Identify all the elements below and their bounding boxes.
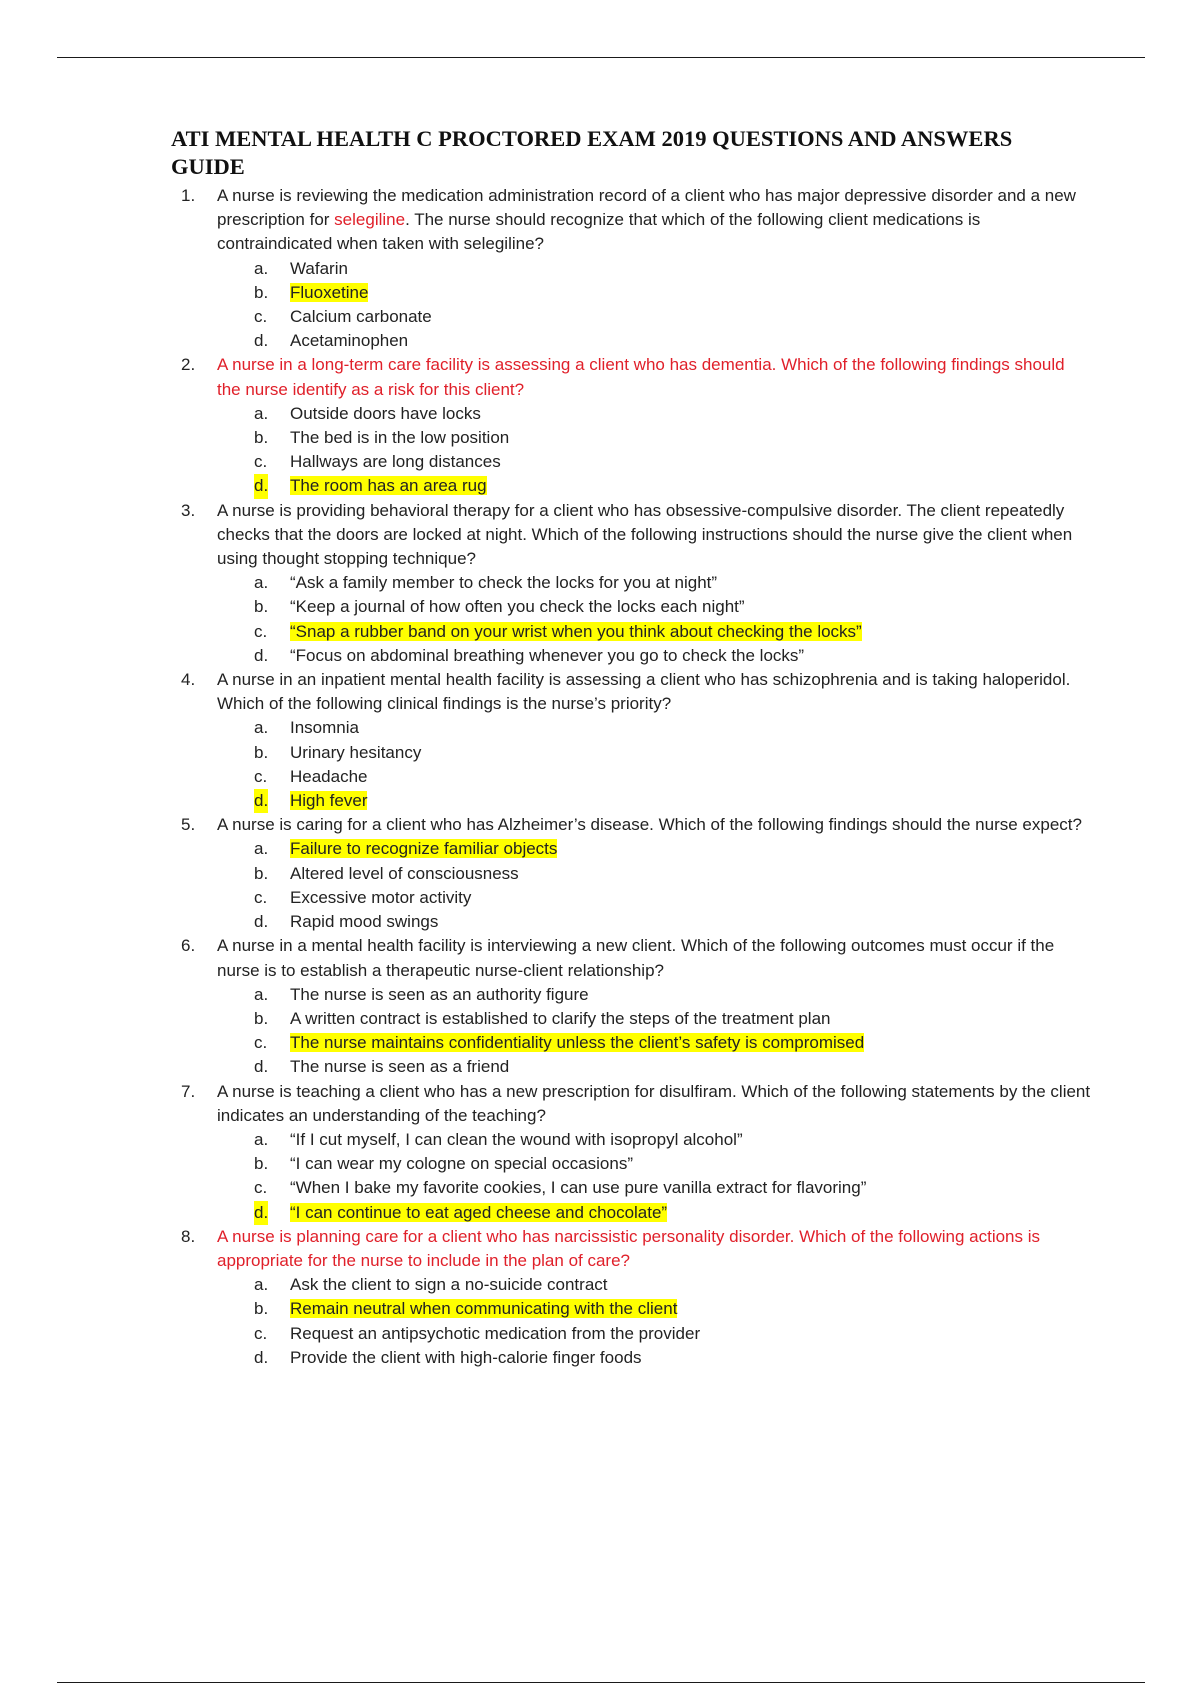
option-a: a. Insomnia xyxy=(254,718,359,738)
question-number: 2. xyxy=(181,355,196,375)
answer-highlight: Failure to recognize familiar objects xyxy=(290,839,558,859)
answer-highlight: Fluoxetine xyxy=(290,282,369,302)
option-list xyxy=(217,837,1091,934)
option-list xyxy=(217,1273,1091,1370)
option-b: b. Urinary hesitancy xyxy=(254,742,422,762)
question-number: 7. xyxy=(181,1081,196,1101)
option-b: b. “Keep a journal of how often you check the locks each night” xyxy=(254,597,745,617)
option-b: b. A written contract is established to clarify the steps of the treatment plan xyxy=(254,1008,831,1028)
highlighted-drug-name: selegiline xyxy=(334,210,406,230)
question-stem: A nurse in a mental health facility is interviewing a new client. Which of the following outcomes must occur if the nurse is to establish a therapeutic nurse-client relationship? xyxy=(217,936,1055,980)
option-d: d. The room has an area rug xyxy=(171,474,1091,498)
option-b: b. Remain neutral when communicating with the client xyxy=(254,1299,678,1319)
option-c: c. Excessive motor activity xyxy=(254,887,472,907)
top-rule xyxy=(57,57,1145,58)
option-a: a. Outside doors have locks xyxy=(254,403,481,423)
option-c: c. Calcium carbonate xyxy=(254,307,432,327)
option-a: a. The nurse is seen as an authority figure xyxy=(254,984,589,1004)
question-5 xyxy=(171,813,1091,934)
question-stem: A nurse is providing behavioral therapy for a client who has obsessive-compulsive disorder. The client repeatedly checks that the doors are locked at night. Which of the following instructions should the nurse give the client when using thought stopping technique? xyxy=(217,500,1073,569)
option-c: c. Headache xyxy=(254,766,368,786)
document-body xyxy=(171,125,1091,1370)
option-d: d. The nurse is seen as a friend xyxy=(254,1057,510,1077)
question-8 xyxy=(171,1225,1091,1370)
option-list xyxy=(217,1128,1091,1225)
question-stem: A nurse in an inpatient mental health facility is assessing a client who has schizophrenia and is taking haloperidol. Which of the following clinical findings is the nurse’s priority? xyxy=(217,670,1071,714)
question-6 xyxy=(171,934,1091,1079)
option-d: d. High fever xyxy=(171,789,1091,813)
question-stem: A nurse is caring for a client who has Alzheimer’s disease. Which of the following findings should the nurse expect? xyxy=(217,815,1082,835)
question-number: 1. xyxy=(181,186,196,205)
option-b: b. The bed is in the low position xyxy=(254,428,510,448)
question-2 xyxy=(171,353,1091,498)
option-d: d. “I can continue to eat aged cheese and chocolate” xyxy=(171,1201,1091,1225)
option-a: a. Ask the client to sign a no-suicide contract xyxy=(254,1275,608,1295)
option-d: d. Provide the client with high-calorie finger foods xyxy=(254,1347,642,1367)
option-b: b. Fluoxetine xyxy=(254,282,369,302)
question-number: 8. xyxy=(181,1226,196,1246)
question-number: 6. xyxy=(181,936,196,956)
option-b: b. “I can wear my cologne on special occasions” xyxy=(254,1154,633,1174)
question-number: 5. xyxy=(181,815,196,835)
option-c: c. The nurse maintains confidentiality unless the client’s safety is compromised xyxy=(254,1033,865,1053)
document-title: ATI MENTAL HEALTH C PROCTORED EXAM 2019 QUESTIONS AND ANSWERS GUIDE xyxy=(171,126,1013,179)
answer-highlight: High fever xyxy=(290,791,368,811)
answer-highlight: “Snap a rubber band on your wrist when you think about checking the locks” xyxy=(290,621,862,641)
option-a: a. Wafarin xyxy=(254,258,348,278)
bottom-rule xyxy=(57,1682,1145,1683)
option-a: a. “Ask a family member to check the locks for you at night” xyxy=(254,573,718,593)
option-list xyxy=(217,257,1091,354)
option-c: c. Request an antipsychotic medication from the provider xyxy=(254,1323,701,1343)
option-c: c. “Snap a rubber band on your wrist when you think about checking the locks” xyxy=(254,621,862,641)
question-stem: A nurse is teaching a client who has a new prescription for disulfiram. Which of the following statements by the client indicates an understanding of the teaching? xyxy=(217,1081,1091,1125)
question-stem: A nurse is planning care for a client who has narcissistic personality disorder. Which of the following actions is appropriate for the nurse to include in the plan of care? xyxy=(217,1226,1041,1270)
option-list xyxy=(217,716,1091,813)
option-a: a. “If I cut myself, I can clean the wound with isopropyl alcohol” xyxy=(254,1129,743,1149)
option-c: c. Hallways are long distances xyxy=(254,452,501,472)
option-d: d. “Focus on abdominal breathing whenever you go to check the locks” xyxy=(254,645,805,665)
option-list xyxy=(217,402,1091,499)
option-d: d. Acetaminophen xyxy=(254,331,409,351)
answer-highlight: “I can continue to eat aged cheese and chocolate” xyxy=(290,1202,668,1222)
option-a: a. Failure to recognize familiar objects xyxy=(254,839,558,859)
question-7 xyxy=(171,1080,1091,1225)
option-list xyxy=(217,571,1091,668)
answer-highlight: The room has an area rug xyxy=(290,476,487,496)
question-4 xyxy=(171,668,1091,813)
question-stem: A nurse is reviewing the medication administration record of a client who has major depressive disorder and a new prescription for selegiline. The nurse should recognize that which of the following client medications is contraindicated when taken with selegiline? xyxy=(217,186,1076,254)
question-3 xyxy=(171,499,1091,668)
question-number: 4. xyxy=(181,670,196,690)
question-stem: A nurse in a long-term care facility is assessing a client who has dementia. Which of the following findings should the nurse identify as a risk for this client? xyxy=(217,355,1065,399)
option-b: b. Altered level of consciousness xyxy=(254,863,519,883)
question-1 xyxy=(171,184,1091,353)
option-d: d. Rapid mood swings xyxy=(254,912,439,932)
option-list xyxy=(217,983,1091,1080)
answer-highlight: The nurse maintains confidentiality unless the client’s safety is compromised xyxy=(290,1033,865,1053)
answer-highlight: Remain neutral when communicating with the client xyxy=(290,1299,678,1319)
question-number: 3. xyxy=(181,500,196,520)
option-c: c. “When I bake my favorite cookies, I can use pure vanilla extract for flavoring” xyxy=(254,1178,867,1198)
